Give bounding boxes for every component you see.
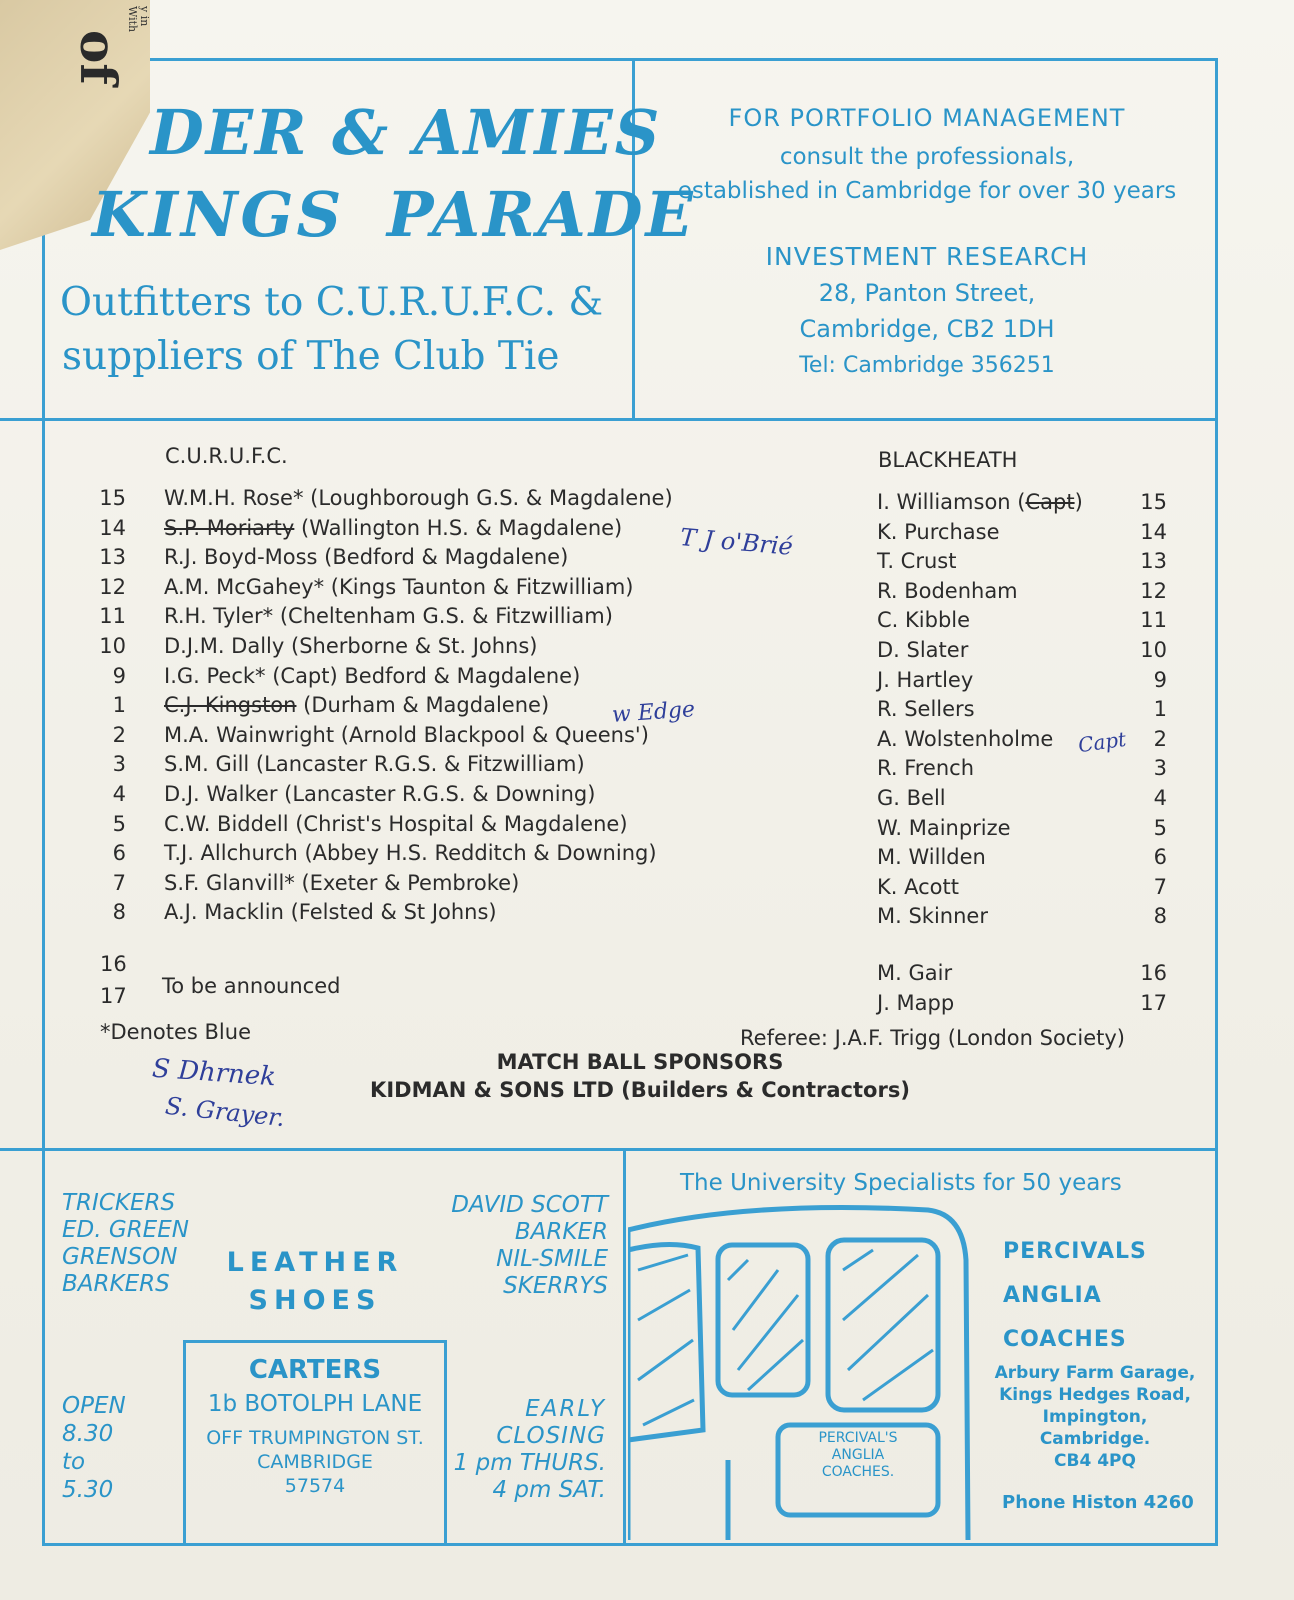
brand: NIL-SMILE xyxy=(496,1246,608,1272)
away-row: M. Gair 16 xyxy=(877,961,1167,985)
frame-left xyxy=(42,60,45,1546)
outfitter-name: DER & AMIES xyxy=(150,96,662,169)
closing-line: EARLY xyxy=(525,1396,606,1422)
home-row: 12 A.M. McGahey* (Kings Taunton & Fitzwilliam) xyxy=(99,574,634,599)
shop-address-2: OFF TRUMPINGTON ST. xyxy=(206,1427,424,1449)
home-row: 7 S.F. Glanvill* (Exeter & Pembroke) xyxy=(112,870,520,895)
frame-divider-1 xyxy=(0,418,1218,421)
frame-divider-2 xyxy=(0,1148,1218,1151)
home-row: 15 W.M.H. Rose* (Loughborough G.S. & Magdalene) xyxy=(99,486,673,510)
shoe-brands-left xyxy=(62,1190,189,1298)
away-row: M. Willden 6 xyxy=(877,845,1167,870)
coach-name-1: PERCIVALS xyxy=(1003,1239,1147,1264)
shop-address-3: CAMBRIDGE xyxy=(257,1451,373,1473)
shoes-title-2: SHOES xyxy=(248,1285,382,1316)
portfolio-line-1: consult the professionals, xyxy=(779,144,1075,170)
away-row: R. Bodenham 12 xyxy=(877,578,1167,603)
bus-sign-2: ANGLIA xyxy=(831,1447,885,1463)
sponsor-name: KIDMAN & SONS LTD (Builders & Contractors) xyxy=(370,1078,910,1102)
away-row: I. Williamson (Capt) 15 xyxy=(877,490,1167,514)
away-row: K. Purchase 14 xyxy=(877,519,1167,544)
away-row: C. Kibble 11 xyxy=(877,608,1167,633)
away-row: G. Bell 4 xyxy=(877,785,1167,810)
clipping-big-text: of xyxy=(69,30,128,85)
hours-line: OPEN xyxy=(62,1393,126,1419)
shop-name: CARTERS xyxy=(248,1355,382,1385)
away-row: J. Hartley 9 xyxy=(877,667,1167,692)
coach-address-4: Cambridge. xyxy=(1039,1429,1151,1449)
handwritten-note-s1: S Dhrnek xyxy=(151,1053,277,1093)
carters-box xyxy=(183,1340,447,1543)
hours-line: 5.30 xyxy=(62,1477,114,1503)
brand: GRENSON xyxy=(62,1244,178,1270)
shop-address-1: 1b BOTOLPH LANE xyxy=(207,1391,423,1417)
closing-line: 4 pm SAT. xyxy=(492,1477,606,1503)
home-row: 10 D.J.M. Dally (Sherborne & St. Johns) xyxy=(99,633,538,658)
brand: BARKERS xyxy=(62,1271,170,1297)
outfitter-tagline-2: suppliers of The Club Tie xyxy=(62,334,560,379)
home-row: 8 A.J. Macklin (Felsted & St Johns) xyxy=(112,900,497,925)
home-row: 2 M.A. Wainwright (Arnold Blackpool & Queens') xyxy=(112,722,649,747)
home-reserve-text: To be announced xyxy=(162,974,341,998)
portfolio-tel: Tel: Cambridge 356251 xyxy=(799,353,1055,378)
away-row: J. Mapp 17 xyxy=(877,991,1167,1015)
portfolio-company: INVESTMENT RESEARCH xyxy=(765,242,1089,271)
coach-address-1: Arbury Farm Garage, xyxy=(994,1363,1196,1383)
coach-tagline: The University Specialists for 50 years xyxy=(680,1170,1122,1196)
away-row: M. Skinner 8 xyxy=(877,904,1167,929)
closing-line: 1 pm THURS. xyxy=(453,1450,606,1476)
bus-sign xyxy=(788,1430,928,1481)
shop-phone: 57574 xyxy=(284,1475,346,1497)
home-row: 9 I.G. Peck* (Capt) Bedford & Magdalene) xyxy=(112,663,581,688)
shoe-brands-right xyxy=(400,1192,608,1300)
portfolio-heading: FOR PORTFOLIO MANAGEMENT xyxy=(728,104,1126,132)
home-row: 1 C.J. Kingston (Durham & Magdalene) xyxy=(112,693,550,718)
shoes-title-1: LEATHER xyxy=(226,1247,404,1278)
early-closing xyxy=(446,1396,606,1504)
coach-bus-icon xyxy=(628,1200,974,1543)
away-team-name: BLACKHEATH xyxy=(878,448,1018,472)
home-row: 5 C.W. Biddell (Christ's Hospital & Magdalene) xyxy=(112,811,628,836)
handwritten-note-s2: S. Grayer. xyxy=(163,1091,287,1133)
referee: Referee: J.A.F. Trigg (London Society) xyxy=(740,1026,1125,1050)
away-row: R. Sellers 1 xyxy=(877,697,1167,722)
brand: TRICKERS xyxy=(62,1190,176,1216)
coach-name-2: ANGLIA xyxy=(1003,1283,1102,1308)
away-lineup xyxy=(877,488,1177,932)
frame-bottom xyxy=(42,1543,1218,1546)
outfitter-address: KINGS PARADE xyxy=(92,178,696,251)
portfolio-line-2: established in Cambridge for over 30 years xyxy=(677,178,1177,204)
brand: ED. GREEN xyxy=(62,1217,189,1243)
portfolio-ad xyxy=(636,104,1218,378)
home-row: 4 D.J. Walker (Lancaster R.G.S. & Downing) xyxy=(112,781,596,806)
portfolio-address-1: 28, Panton Street, xyxy=(818,279,1036,307)
closing-line: CLOSING xyxy=(496,1423,606,1449)
away-row: T. Crust 13 xyxy=(877,549,1167,574)
away-row: W. Mainprize 5 xyxy=(877,815,1167,840)
sponsor-heading: MATCH BALL SPONSORS xyxy=(496,1050,784,1074)
home-reserve-16: 16 xyxy=(100,952,127,976)
brand: BARKER xyxy=(514,1219,608,1245)
clipping-line: y in xyxy=(138,6,151,27)
handwritten-note-14: T J o'Brié xyxy=(678,523,794,561)
handwritten-note-capt: Capt xyxy=(1076,726,1128,758)
portfolio-address-2: Cambridge, CB2 1DH xyxy=(799,315,1055,343)
brand: DAVID SCOTT xyxy=(451,1192,608,1218)
frame-vertical-bottom xyxy=(623,1150,626,1545)
coach-company xyxy=(1003,1230,1147,1362)
home-reserve-17: 17 xyxy=(100,984,127,1008)
hours-line: to xyxy=(62,1449,86,1475)
away-row: K. Acott 7 xyxy=(877,874,1167,899)
blue-note: *Denotes Blue xyxy=(100,1020,251,1044)
clipping-line: With xyxy=(126,6,139,33)
home-row: 14 S.P. Moriarty (Wallington H.S. & Magdalene) xyxy=(99,515,623,540)
opening-hours xyxy=(62,1392,126,1504)
home-row: 13 R.J. Boyd-Moss (Bedford & Magdalene) xyxy=(99,545,569,570)
brand: SKERRYS xyxy=(503,1273,608,1299)
sponsor-block xyxy=(330,1050,950,1102)
handwritten-note-1: w Edge xyxy=(611,697,696,728)
away-row: R. French 3 xyxy=(877,756,1167,781)
frame-top xyxy=(42,58,1218,61)
home-team-name: C.U.R.U.F.C. xyxy=(165,444,288,468)
coach-phone: Phone Histon 4260 xyxy=(1002,1492,1194,1513)
home-row: 11 R.H. Tyler* (Cheltenham G.S. & Fitzwilliam) xyxy=(99,604,613,629)
outfitter-tagline-1: Outfitters to C.U.R.U.F.C. & xyxy=(60,280,604,325)
away-reserves xyxy=(877,958,1177,1018)
away-row: D. Slater 10 xyxy=(877,637,1167,662)
away-row: A. Wolstenholme 2 xyxy=(877,726,1167,751)
coach-address-2: Kings Hedges Road, xyxy=(999,1385,1191,1405)
bus-sign-1: PERCIVAL'S xyxy=(818,1430,898,1446)
hours-line: 8.30 xyxy=(62,1421,114,1447)
coach-name-3: COACHES xyxy=(1003,1327,1127,1352)
coach-address-3: Impington, xyxy=(1042,1407,1148,1427)
coach-address-5: CB4 4PQ xyxy=(1054,1451,1136,1471)
home-row: 3 S.M. Gill (Lancaster R.G.S. & Fitzwilliam) xyxy=(112,752,585,777)
coach-address xyxy=(980,1362,1210,1472)
shoes-title xyxy=(210,1244,420,1320)
bus-sign-3: COACHES. xyxy=(821,1464,895,1480)
home-row: 6 T.J. Allchurch (Abbey H.S. Redditch & Downing) xyxy=(112,841,657,866)
